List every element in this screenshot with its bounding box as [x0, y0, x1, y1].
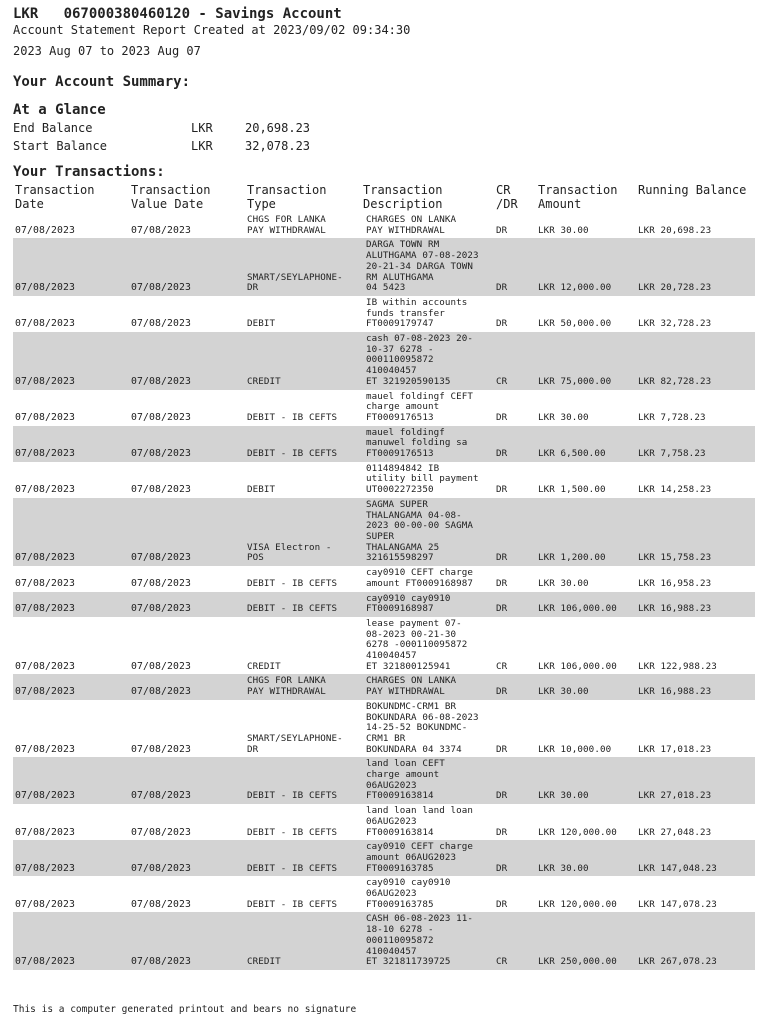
tx-description-text: SAGMA SUPER THALANGAMA 04-08- 2023 00-00-00 SAGMA SUPER THALANGAMA 25 321615598297: [366, 498, 473, 564]
tx-description: [361, 566, 494, 591]
tx-type-text: CREDIT: [247, 660, 281, 672]
tx-description-text: mauel foldingf CEFT charge amount FT0009176513: [366, 390, 473, 423]
tx-running-balance-text: LKR 7,758.23: [638, 448, 706, 460]
tx-description: [361, 238, 494, 296]
tx-crdr: [494, 804, 536, 840]
tx-running-balance: [636, 296, 755, 332]
tx-value-date: [129, 617, 245, 675]
tx-running-balance-text: LKR 82,728.23: [638, 375, 712, 387]
tx-amount: [536, 876, 636, 912]
tx-value-date: [129, 498, 245, 566]
table-row: [13, 757, 755, 804]
tx-date-text: 07/08/2023: [15, 862, 75, 874]
tx-value-date-text: 07/08/2023: [131, 577, 191, 589]
tx-type: [245, 238, 361, 296]
tx-crdr: [494, 213, 536, 238]
tx-running-balance: [636, 592, 755, 617]
tx-amount-text: LKR 1,200.00: [538, 552, 606, 564]
account-summary-heading: Your Account Summary:: [13, 74, 191, 90]
tx-amount: [536, 592, 636, 617]
tx-date: [13, 462, 129, 498]
tx-crdr: [494, 332, 536, 390]
start-balance-row: [13, 137, 755, 155]
tx-running-balance-text: LKR 147,078.23: [638, 898, 717, 910]
table-row: [13, 617, 755, 675]
tx-crdr-text: DR: [496, 448, 508, 460]
tx-type-text: DEBIT - IB CEFTS: [247, 448, 338, 460]
tx-running-balance-text: LKR 267,078.23: [638, 956, 717, 968]
tx-date-text: 07/08/2023: [15, 411, 75, 423]
tx-amount: [536, 332, 636, 390]
tx-type-text: VISA Electron - POS: [247, 541, 332, 564]
tx-description-text: cay0910 CEFT charge amount 06AUG2023 FT0009163785: [366, 841, 473, 874]
tx-amount: [536, 462, 636, 498]
tx-crdr-text: DR: [496, 411, 508, 423]
tx-date: [13, 804, 129, 840]
tx-amount-text: LKR 50,000.00: [538, 318, 612, 330]
tx-running-balance-text: LKR 16,988.23: [638, 686, 712, 698]
tx-type-text: CREDIT: [247, 375, 281, 387]
tx-value-date: [129, 674, 245, 699]
tx-description: [361, 757, 494, 804]
tx-value-date-text: 07/08/2023: [131, 224, 191, 236]
tx-description: [361, 462, 494, 498]
tx-value-date: [129, 876, 245, 912]
tx-description-text: cay0910 CEFT charge amount FT0009168987: [366, 567, 473, 589]
tx-type-text: DEBIT - IB CEFTS: [247, 862, 338, 874]
tx-amount-text: LKR 106,000.00: [538, 603, 617, 615]
tx-crdr-text: CR: [496, 956, 508, 968]
tx-amount: [536, 238, 636, 296]
tx-type-text: DEBIT: [247, 318, 276, 330]
tx-crdr: [494, 592, 536, 617]
tx-running-balance-text: LKR 32,728.23: [638, 318, 712, 330]
tx-value-date-text: 07/08/2023: [131, 282, 191, 294]
tx-date-text: 07/08/2023: [15, 686, 75, 698]
account-title: LKR 067000380460120 - Savings Account: [13, 6, 342, 22]
tx-amount: [536, 426, 636, 462]
tx-amount-text: LKR 1,500.00: [538, 484, 606, 496]
tx-type: [245, 700, 361, 758]
tx-running-balance-text: LKR 147,048.23: [638, 862, 717, 874]
tx-running-balance: [636, 498, 755, 566]
tx-amount-text: LKR 30.00: [538, 411, 589, 423]
tx-type-text: SMART/SEYLAPHONE- DR: [247, 732, 343, 755]
tx-date-text: 07/08/2023: [15, 660, 75, 672]
tx-running-balance: [636, 390, 755, 426]
table-row: [13, 840, 755, 876]
tx-running-balance-text: LKR 15,758.23: [638, 552, 712, 564]
tx-date: [13, 840, 129, 876]
tx-crdr: [494, 700, 536, 758]
tx-amount-text: LKR 30.00: [538, 224, 589, 236]
tx-running-balance: [636, 804, 755, 840]
tx-value-date-text: 07/08/2023: [131, 375, 191, 387]
tx-crdr: [494, 462, 536, 498]
tx-value-date-text: 07/08/2023: [131, 826, 191, 838]
tx-date: [13, 912, 129, 970]
tx-description: [361, 296, 494, 332]
tx-crdr: [494, 876, 536, 912]
tx-date: [13, 332, 129, 390]
report-created-line: Account Statement Report Created at 2023/09/02 09:34:30: [13, 23, 411, 37]
start-balance-label: Start Balance: [13, 139, 107, 153]
tx-crdr-text: DR: [496, 484, 508, 496]
tx-type: [245, 426, 361, 462]
tx-date-text: 07/08/2023: [15, 826, 75, 838]
tx-amount-text: LKR 120,000.00: [538, 898, 617, 910]
tx-amount-text: LKR 120,000.00: [538, 826, 617, 838]
tx-date: [13, 757, 129, 804]
tx-date: [13, 296, 129, 332]
tx-crdr-text: DR: [496, 282, 508, 294]
tx-amount: [536, 617, 636, 675]
tx-value-date: [129, 238, 245, 296]
tx-amount-text: LKR 6,500.00: [538, 448, 606, 460]
tx-running-balance: [636, 332, 755, 390]
start-balance-value: 32,078.23: [245, 139, 311, 153]
table-row: [13, 390, 755, 426]
tx-value-date: [129, 592, 245, 617]
transactions-body: [13, 213, 755, 970]
tx-description-text: land loan CEFT charge amount 06AUG2023 FT0009163814: [366, 758, 445, 802]
tx-description-text: CASH 06-08-2023 11- 18-10 6278 - 000110095872 410040457 ET 321811739725: [366, 913, 473, 968]
tx-amount: [536, 213, 636, 238]
tx-date: [13, 238, 129, 296]
col-header-type: Transaction Type: [247, 183, 327, 211]
tx-date: [13, 390, 129, 426]
tx-crdr-text: DR: [496, 224, 508, 236]
tx-crdr-text: DR: [496, 577, 508, 589]
tx-value-date: [129, 426, 245, 462]
tx-type: [245, 617, 361, 675]
tx-crdr: [494, 840, 536, 876]
table-row: [13, 592, 755, 617]
table-row: [13, 804, 755, 840]
tx-value-date-text: 07/08/2023: [131, 318, 191, 330]
table-row: [13, 296, 755, 332]
tx-crdr-text: CR: [496, 375, 508, 387]
tx-crdr: [494, 566, 536, 591]
tx-description: [361, 617, 494, 675]
tx-crdr-text: DR: [496, 826, 508, 838]
tx-crdr: [494, 912, 536, 970]
tx-description-text: lease payment 07- 08-2023 00-21-30 6278 -000110095872 410040457 ET 321800125941: [366, 617, 468, 672]
tx-value-date-text: 07/08/2023: [131, 552, 191, 564]
tx-date: [13, 498, 129, 566]
tx-running-balance-text: LKR 14,258.23: [638, 484, 712, 496]
tx-date-text: 07/08/2023: [15, 375, 75, 387]
tx-type: [245, 757, 361, 804]
tx-crdr-text: DR: [496, 603, 508, 615]
tx-running-balance: [636, 238, 755, 296]
date-range: 2023 Aug 07 to 2023 Aug 07: [13, 44, 201, 58]
tx-running-balance: [636, 912, 755, 970]
tx-type-text: DEBIT - IB CEFTS: [247, 826, 338, 838]
tx-date-text: 07/08/2023: [15, 224, 75, 236]
tx-amount: [536, 757, 636, 804]
tx-crdr: [494, 498, 536, 566]
tx-date-text: 07/08/2023: [15, 743, 75, 755]
table-row: [13, 912, 755, 970]
tx-date: [13, 566, 129, 591]
tx-running-balance-text: LKR 16,988.23: [638, 603, 712, 615]
tx-description: [361, 804, 494, 840]
tx-type-text: DEBIT - IB CEFTS: [247, 898, 338, 910]
tx-description: [361, 213, 494, 238]
table-row: [13, 213, 755, 238]
tx-date-text: 07/08/2023: [15, 956, 75, 968]
tx-date: [13, 700, 129, 758]
table-row: [13, 700, 755, 758]
tx-type-text: DEBIT - IB CEFTS: [247, 411, 338, 423]
tx-description: [361, 498, 494, 566]
tx-running-balance-text: LKR 7,728.23: [638, 411, 706, 423]
end-balance-value: 20,698.23: [245, 121, 311, 135]
tx-value-date: [129, 462, 245, 498]
tx-type: [245, 592, 361, 617]
tx-crdr: [494, 674, 536, 699]
tx-amount: [536, 674, 636, 699]
tx-running-balance: [636, 840, 755, 876]
table-row: [13, 462, 755, 498]
tx-crdr: [494, 296, 536, 332]
tx-date: [13, 213, 129, 238]
tx-description-text: IB within accounts funds transfer FT0009179747: [366, 296, 468, 330]
tx-value-date-text: 07/08/2023: [131, 862, 191, 874]
tx-type: [245, 498, 361, 566]
end-balance-row: [13, 119, 755, 137]
tx-amount-text: LKR 10,000.00: [538, 743, 612, 755]
tx-running-balance: [636, 757, 755, 804]
footer-note: This is a computer generated printout and bears no signature: [13, 1004, 357, 1015]
tx-value-date-text: 07/08/2023: [131, 686, 191, 698]
tx-crdr: [494, 757, 536, 804]
tx-value-date-text: 07/08/2023: [131, 484, 191, 496]
tx-crdr-text: DR: [496, 318, 508, 330]
tx-type: [245, 332, 361, 390]
tx-running-balance-text: LKR 20,728.23: [638, 282, 712, 294]
tx-type: [245, 296, 361, 332]
tx-crdr-text: CR: [496, 660, 508, 672]
tx-value-date-text: 07/08/2023: [131, 743, 191, 755]
tx-value-date: [129, 700, 245, 758]
tx-value-date-text: 07/08/2023: [131, 956, 191, 968]
tx-amount-text: LKR 30.00: [538, 790, 589, 802]
tx-running-balance: [636, 426, 755, 462]
tx-running-balance-text: LKR 27,048.23: [638, 826, 712, 838]
tx-amount-text: LKR 30.00: [538, 862, 589, 874]
table-row: [13, 426, 755, 462]
tx-description-text: mauel foldingf manuwel folding sa FT0009176513: [366, 426, 468, 460]
tx-amount-text: LKR 106,000.00: [538, 660, 617, 672]
tx-description-text: CHARGES ON LANKA PAY WITHDRAWAL: [366, 214, 457, 236]
tx-amount-text: LKR 12,000.00: [538, 282, 612, 294]
tx-running-balance: [636, 213, 755, 238]
tx-amount: [536, 498, 636, 566]
tx-type-text: DEBIT - IB CEFTS: [247, 790, 338, 802]
table-row: [13, 674, 755, 699]
tx-description-text: cay0910 cay0910 06AUG2023 FT0009163785: [366, 877, 451, 910]
tx-date-text: 07/08/2023: [15, 603, 75, 615]
tx-description: [361, 912, 494, 970]
tx-date: [13, 426, 129, 462]
tx-description: [361, 876, 494, 912]
tx-amount: [536, 804, 636, 840]
at-a-glance-heading: At a Glance: [13, 102, 106, 118]
tx-running-balance: [636, 617, 755, 675]
tx-amount-text: LKR 75,000.00: [538, 375, 612, 387]
tx-value-date-text: 07/08/2023: [131, 603, 191, 615]
tx-value-date: [129, 566, 245, 591]
tx-date-text: 07/08/2023: [15, 790, 75, 802]
tx-description: [361, 592, 494, 617]
transactions-table: [13, 182, 755, 970]
tx-type-text: CHGS FOR LANKA PAY WITHDRAWAL: [247, 214, 326, 236]
tx-crdr-text: DR: [496, 552, 508, 564]
end-balance-currency: LKR: [191, 121, 213, 135]
tx-type: [245, 462, 361, 498]
tx-type: [245, 840, 361, 876]
tx-value-date: [129, 296, 245, 332]
tx-running-balance-text: LKR 17,018.23: [638, 743, 712, 755]
tx-crdr: [494, 238, 536, 296]
tx-date-text: 07/08/2023: [15, 282, 75, 294]
tx-crdr-text: DR: [496, 862, 508, 874]
tx-running-balance-text: LKR 122,988.23: [638, 660, 717, 672]
tx-description: [361, 700, 494, 758]
transactions-heading: Your Transactions:: [13, 164, 165, 180]
tx-type-text: CREDIT: [247, 956, 281, 968]
tx-crdr: [494, 617, 536, 675]
tx-description-text: cash 07-08-2023 20- 10-37 6278 - 000110095872 410040457 ET 321920590135: [366, 333, 473, 387]
tx-date-text: 07/08/2023: [15, 318, 75, 330]
tx-date-text: 07/08/2023: [15, 577, 75, 589]
table-header-row: [13, 182, 755, 213]
tx-value-date-text: 07/08/2023: [131, 660, 191, 672]
tx-type: [245, 566, 361, 591]
tx-running-balance: [636, 700, 755, 758]
tx-type-text: DEBIT - IB CEFTS: [247, 577, 338, 589]
tx-date-text: 07/08/2023: [15, 898, 75, 910]
tx-running-balance-text: LKR 20,698.23: [638, 224, 712, 236]
tx-description: [361, 332, 494, 390]
tx-date-text: 07/08/2023: [15, 484, 75, 496]
tx-value-date-text: 07/08/2023: [131, 448, 191, 460]
tx-date-text: 07/08/2023: [15, 448, 75, 460]
tx-amount: [536, 912, 636, 970]
tx-date: [13, 617, 129, 675]
col-header-amount: Transaction Amount: [538, 183, 618, 211]
tx-type-text: SMART/SEYLAPHONE- DR: [247, 271, 343, 294]
tx-crdr: [494, 426, 536, 462]
tx-value-date: [129, 840, 245, 876]
tx-description-text: 0114894842 IB utility bill payment UT0002272350: [366, 462, 479, 496]
tx-crdr-text: DR: [496, 686, 508, 698]
tx-type: [245, 674, 361, 699]
tx-amount: [536, 840, 636, 876]
tx-date: [13, 674, 129, 699]
table-row: [13, 876, 755, 912]
tx-description-text: BOKUNDMC-CRM1 BR BOKUNDARA 06-08-2023 14-25-52 BOKUNDMC- CRM1 BR BOKUNDARA 04 3374: [366, 700, 479, 755]
tx-running-balance: [636, 462, 755, 498]
col-header-balance: Running Balance: [638, 183, 747, 197]
tx-value-date: [129, 757, 245, 804]
tx-value-date-text: 07/08/2023: [131, 411, 191, 423]
tx-description: [361, 426, 494, 462]
tx-value-date: [129, 332, 245, 390]
tx-value-date: [129, 213, 245, 238]
table-row: [13, 238, 755, 296]
tx-running-balance-text: LKR 16,958.23: [638, 577, 712, 589]
tx-running-balance: [636, 674, 755, 699]
tx-value-date-text: 07/08/2023: [131, 898, 191, 910]
tx-date: [13, 592, 129, 617]
tx-crdr-text: DR: [496, 898, 508, 910]
tx-amount: [536, 566, 636, 591]
tx-description-text: land loan land loan 06AUG2023 FT0009163814: [366, 805, 473, 838]
tx-description: [361, 390, 494, 426]
table-row: [13, 566, 755, 591]
tx-value-date: [129, 390, 245, 426]
tx-amount: [536, 700, 636, 758]
tx-description: [361, 840, 494, 876]
tx-type: [245, 213, 361, 238]
tx-amount-text: LKR 30.00: [538, 686, 589, 698]
tx-value-date: [129, 804, 245, 840]
table-row: [13, 498, 755, 566]
tx-type: [245, 804, 361, 840]
tx-description-text: CHARGES ON LANKA PAY WITHDRAWAL: [366, 675, 457, 698]
tx-date-text: 07/08/2023: [15, 552, 75, 564]
tx-crdr-text: DR: [496, 743, 508, 755]
tx-running-balance: [636, 566, 755, 591]
tx-type: [245, 912, 361, 970]
tx-running-balance-text: LKR 27,018.23: [638, 790, 712, 802]
tx-date: [13, 876, 129, 912]
col-header-date: Transaction Date: [15, 183, 95, 211]
end-balance-label: End Balance: [13, 121, 93, 135]
tx-type: [245, 876, 361, 912]
tx-type-text: CHGS FOR LANKA PAY WITHDRAWAL: [247, 675, 326, 698]
tx-description-text: cay0910 cay0910 FT0009168987: [366, 592, 451, 615]
tx-amount-text: LKR 30.00: [538, 577, 589, 589]
tx-type-text: DEBIT: [247, 484, 276, 496]
tx-crdr-text: DR: [496, 790, 508, 802]
tx-running-balance: [636, 876, 755, 912]
tx-crdr: [494, 390, 536, 426]
col-header-crdr: CR /DR: [496, 183, 518, 211]
tx-amount: [536, 390, 636, 426]
tx-description-text: DARGA TOWN RM ALUTHGAMA 07-08-2023 20-21-34 DARGA TOWN RM ALUTHGAMA 04 5423: [366, 239, 479, 294]
table-row: [13, 332, 755, 390]
tx-value-date: [129, 912, 245, 970]
tx-description: [361, 674, 494, 699]
tx-amount-text: LKR 250,000.00: [538, 956, 617, 968]
tx-type: [245, 390, 361, 426]
start-balance-currency: LKR: [191, 139, 213, 153]
tx-amount: [536, 296, 636, 332]
col-header-description: Transaction Description: [363, 183, 443, 211]
col-header-value-date: Transaction Value Date: [131, 183, 211, 211]
tx-type-text: DEBIT - IB CEFTS: [247, 603, 338, 615]
tx-value-date-text: 07/08/2023: [131, 790, 191, 802]
